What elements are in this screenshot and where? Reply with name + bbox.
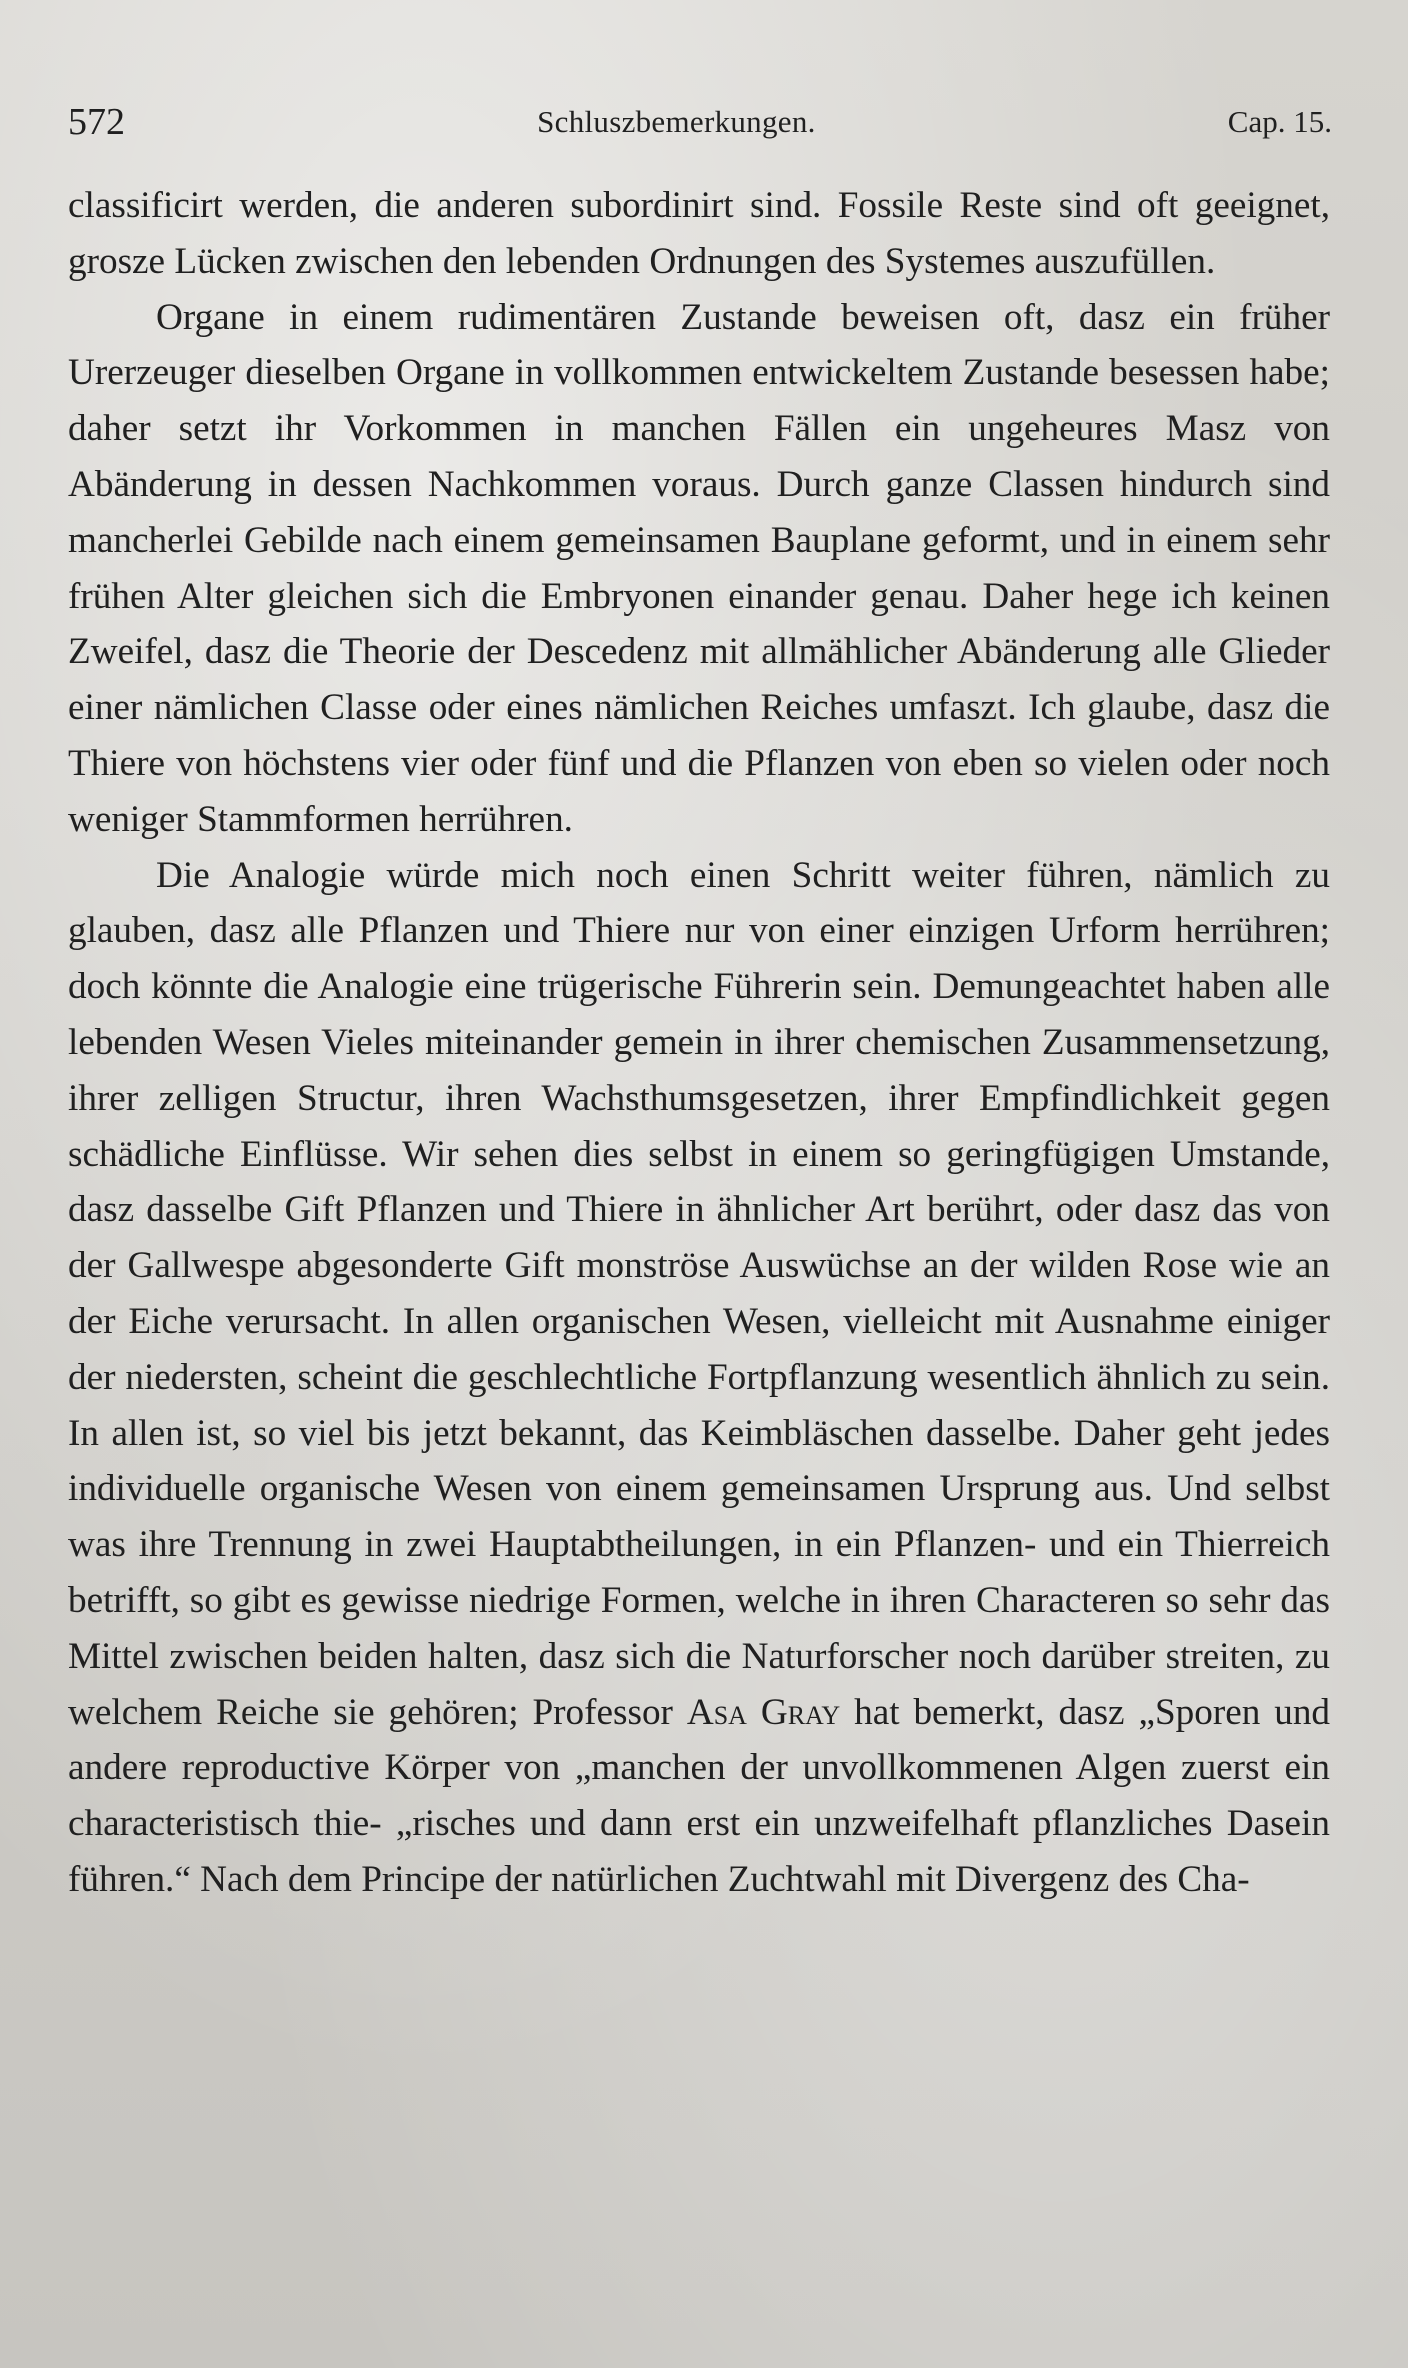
page-header [68, 94, 1332, 150]
running-head: Schluszbemerkungen. [537, 104, 816, 139]
chapter-label: Cap. 15. [1227, 104, 1332, 139]
paragraph-3-text-before-name: Die Analogie würde mich noch einen Schritt weiter führen, nämlich zu glauben, dasz alle Pflanzen und Thiere nur von einer einzigen Urform herrühren; doch könnte die Analogie eine trügerische Führerin sein. Demungeachtet haben alle lebenden Wesen Vieles miteinander gemein in ihrer chemischen Zusammensetzung, ihrer zelligen Structur, ihren Wachsthumsgesetzen, ihrer Empfindlichkeit gegen schädliche Einflüsse. Wir sehen dies selbst in einem so geringfügigen Umstande, dasz dasselbe Gift Pflanzen und Thiere in ähnlicher Art berührt, oder dasz das von der Gallwespe abgesonderte Gift monströse Auswüchse an der wilden Rose wie an der Eiche verursacht. In allen organischen Wesen, vielleicht mit Ausnahme einiger der niedersten, scheint die geschlechtliche Fortpflanzung wesentlich ähnlich zu sein. In allen ist, so viel bis jetzt bekannt, das Keimbläschen dasselbe. Daher geht jedes individuelle organische Wesen von einem gemeinsamen Ursprung aus. Und selbst was ihre Trennung in zwei Hauptabtheilungen, in ein Pflanzen- und ein Thierreich betrifft, so gibt es gewisse niedrige Formen, welche in ihren Characteren so sehr das Mittel zwischen beiden halten, dasz sich die Naturforscher noch darüber streiten, zu welchem Reiche sie gehören; Professor [68, 854, 1330, 1733]
paragraph-3-text-after-name: hat bemerkt, dasz „Sporen und andere reproductive Körper von „manchen der unvollkommenen Algen zuerst ein characteristisch thie- „risches und dann erst ein unzweifelhaft pflanzliches Dasein führen.“ Nach dem Principe der natürlichen Zuchtwahl mit Divergenz des Cha- [68, 1691, 1331, 1900]
paragraph-1: classificirt werden, die anderen subordinirt sind. Fossile Reste sind oft geeignet, grosze Lücken zwischen den lebenden Ordnungen des Systemes auszufüllen. [68, 185, 1330, 282]
paragraph-2: Organe in einem rudimentären Zustande beweisen oft, dasz ein früher Urerzeuger dieselben Organe in vollkommen entwickeltem Zustande besessen habe; daher setzt ihr Vorkommen in manchen Fällen ein ungeheures Masz von Abänderung in dessen Nachkommen voraus. Durch ganze Classen hindurch sind mancherlei Gebilde nach einem gemeinsamen Bauplane geformt, und in einem sehr frühen Alter gleichen sich die Embryonen einander genau. Daher hege ich keinen Zweifel, dasz die Theorie der Descedenz mit allmählicher Abänderung alle Glieder einer nämlichen Classe oder eines nämlichen Reiches umfaszt. Ich glaube, dasz die Thiere von höchstens vier oder fünf und die Pflanzen von eben so vielen oder noch weniger Stammformen herrühren. [68, 296, 1330, 840]
author-name: Asa Gray [686, 1691, 841, 1733]
body-text [68, 178, 1330, 1908]
page-number: 572 [68, 101, 125, 143]
paragraph-3 [68, 848, 1330, 1908]
